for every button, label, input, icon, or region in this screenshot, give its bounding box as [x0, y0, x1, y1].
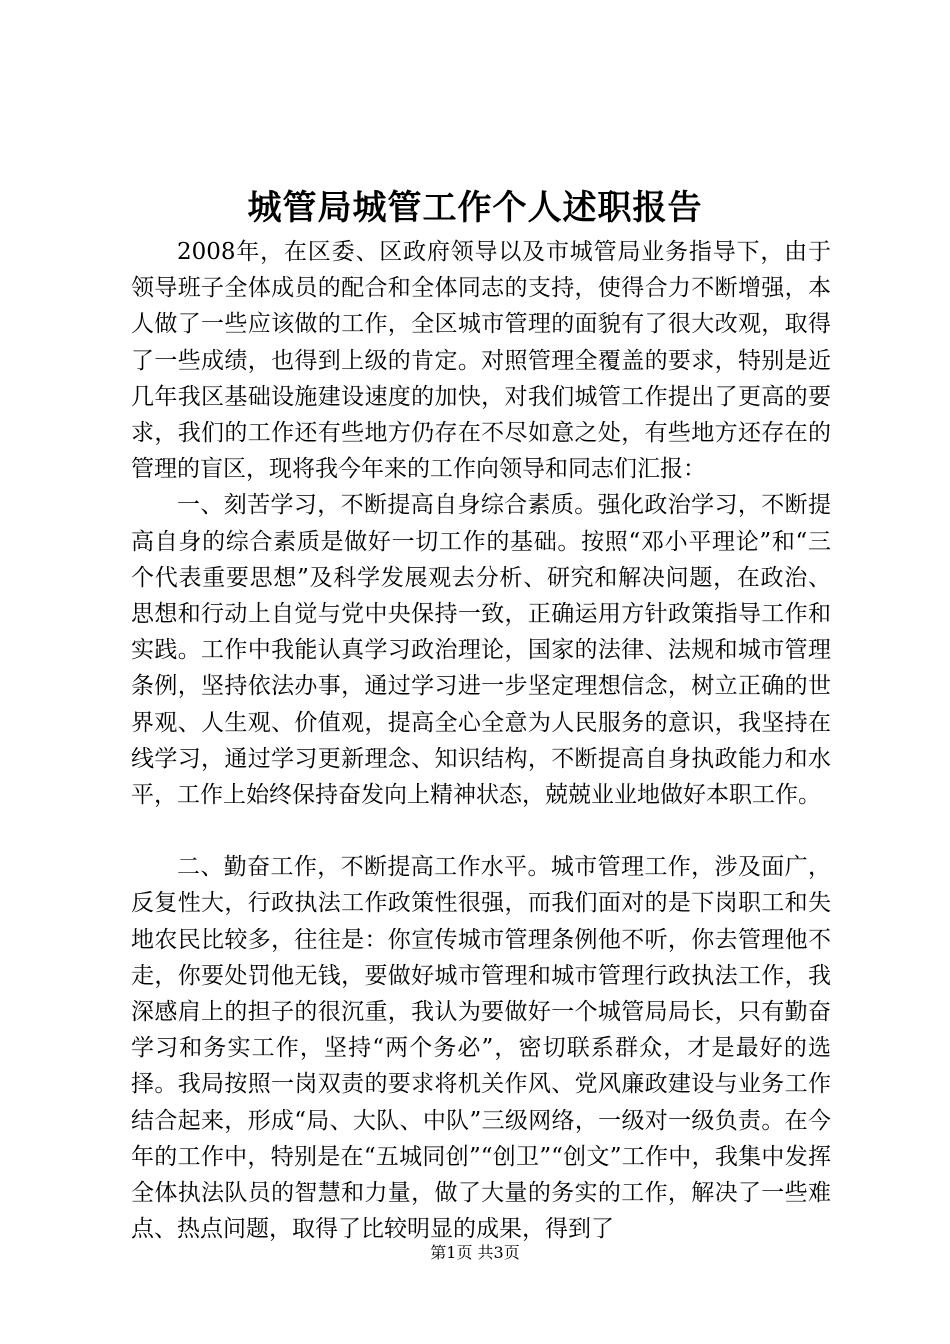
paragraph-work: 二、勤奋工作，不断提高工作水平。城市管理工作，涉及面广，反复性大，行政执法工作政策性很强，而我们面对的是下岗职工和失地农民比较多，往往是：你宣传城市管理条例他不听，你去管理他不走，你要处罚他无钱，要做好城市管理和城市管理行政执法工作，我深感肩上的担子的很沉重，我认为要做好一个城管局局长，只有勤奋学习和务实工作，坚持“两个务必”，密切联系群众，才是最好的选择。我局按照一岗双责的要求将机关作风、党风廉政建设与业务工作结合起来，形成“局、大队、中队”三级网络，一级对一级负责。在今年的工作中，特别是在“五城同创”“创卫”“创文”工作中，我集中发挥全体执法队员的智慧和力量，做了大量的务实的工作，解决了一些难点、热点问题，取得了比较明显的成果，得到了	[131, 854, 831, 1243]
page-footer: 第1页 共3页	[430, 1243, 520, 1262]
paragraph-study: 一、刻苦学习，不断提高自身综合素质。强化政治学习，不断提高自身的综合素质是做好一切工作的基础。按照“邓小平理论”和“三个代表重要思想”及科学发展观去分析、研究和解决问题，在政治、思想和行动上自觉与党中央保持一致，正确运用方针政策指导工作和实践。工作中我能认真学习政治理论，国家的法律、法规和城市管理条例，坚持依法办事，通过学习进一步坚定理想信念，树立正确的世界观、人生观、价值观，提高全心全意为人民服务的意识，我坚持在线学习，通过学习更新理念、知识结构，不断提高自身执政能力和水平，工作上始终保持奋发向上精神状态，兢兢业业地做好本职工作。	[131, 492, 831, 809]
paragraph-intro: 2008年，在区委、区政府领导以及市城管局业务指导下，由于领导班子全体成员的配合和全体同志的支持，使得合力不断增强，本人做了一些应该做的工作，全区城市管理的面貌有了很大改观，取得了一些成绩，也得到上级的肯定。对照管理全覆盖的要求，特别是近几年我区基础设施建设速度的加快，对我们城管工作提出了更高的要求，我们的工作还有些地方仍存在不尽如意之处，有些地方还存在的管理的盲区，现将我今年来的工作向领导和同志们汇报：	[131, 239, 831, 483]
document-body	[131, 234, 831, 1247]
document-title: 城管局城管工作个人述职报告	[247, 188, 703, 228]
